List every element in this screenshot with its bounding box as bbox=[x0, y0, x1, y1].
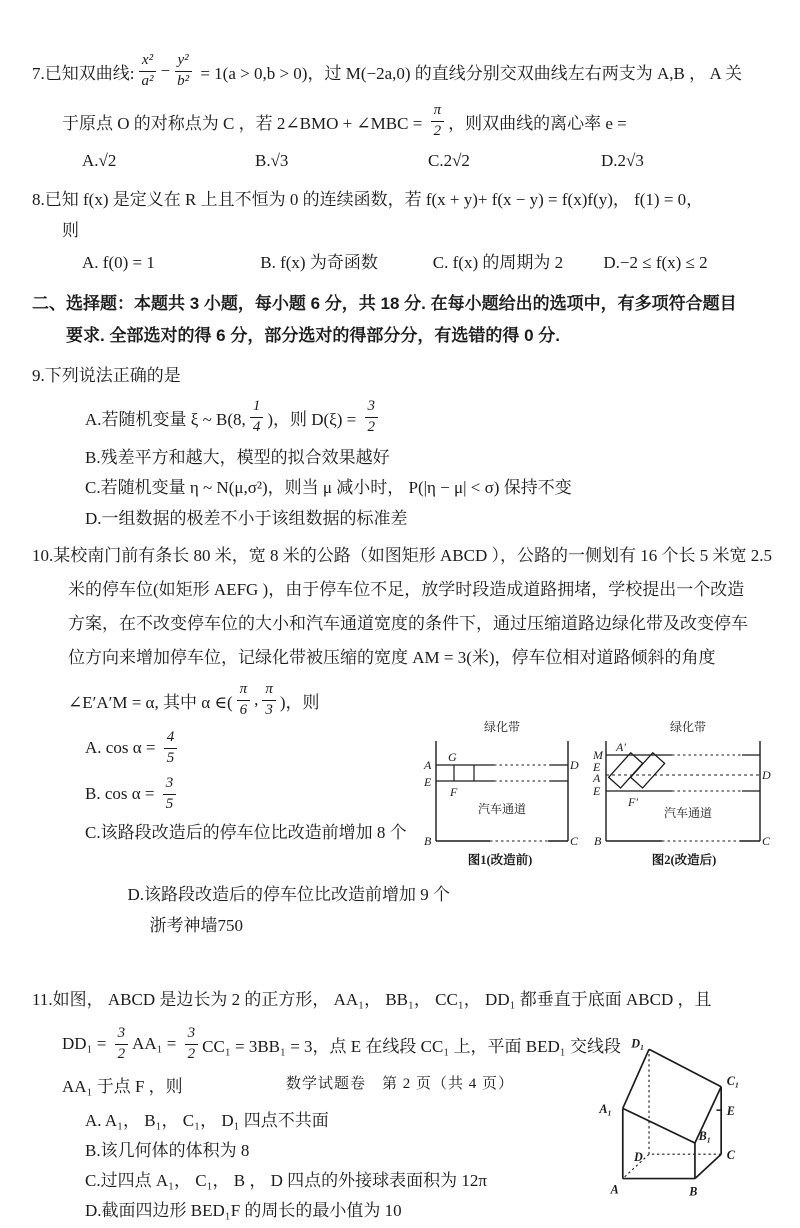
q11-option-c: C.过四点 A₁， C₁， B ， D 四点的外接球表面积为 12π bbox=[85, 1171, 488, 1190]
fig1-car-lane-label: 汽车通道 bbox=[477, 802, 527, 816]
fig2-label-A-prime: A′ bbox=[616, 740, 626, 754]
q9-option-b: B.残差平方和越大，模型的拟合效果越好 bbox=[85, 448, 390, 467]
fig1-label-D: D bbox=[570, 758, 579, 772]
q7-option-b: B.√3 bbox=[255, 151, 289, 170]
fig2-car-lane-label: 汽车通道 bbox=[663, 806, 713, 820]
q10-para2: 米的停车位(如矩形 AEFG )，由于停车位不足，放学时段造成道路拥堵，学校提出一个改造 bbox=[68, 580, 745, 599]
q11-line2 bbox=[32, 1018, 621, 1070]
q11-figure bbox=[590, 1028, 768, 1228]
fig2-label-B: B bbox=[594, 834, 602, 848]
q11-label-B1: B₁ bbox=[698, 1129, 712, 1144]
fig2-caption: 图2(改造后) bbox=[651, 853, 717, 867]
q10-line5-comma: , bbox=[254, 690, 259, 709]
fig2-label-C: C bbox=[762, 834, 771, 848]
section2-line1: 二、选择题：本题共 3 小题，每小题 6 分，共 18 分. 在每小题给出的选项中，有多项符合题目 bbox=[32, 294, 737, 313]
fig1-label-E: E bbox=[424, 775, 432, 789]
figure1-before-diagram bbox=[422, 717, 578, 869]
fig1-label-F: F bbox=[450, 785, 458, 799]
minus-sign: − bbox=[160, 61, 171, 80]
watermark-text: 浙考神墙750 bbox=[149, 916, 243, 935]
q11-line2-pre: DD₁ = bbox=[62, 1034, 111, 1053]
fig1-label-G: G bbox=[448, 750, 457, 764]
edge-BC bbox=[695, 1154, 721, 1178]
fig2-label-E-lower: E bbox=[593, 784, 601, 798]
q10-para4: 位方向来增加停车位，记绿化带被压缩的宽度 AM = 3(米)，停车位相对道路倾斜的角度 bbox=[68, 648, 716, 667]
fraction-pi6: $\frac{\pi}{6}$ bbox=[237, 681, 251, 719]
q7-line1-pre: 7.已知双曲线: bbox=[32, 63, 135, 83]
q11-label-C: C bbox=[726, 1147, 735, 1162]
q11-option-b: B.该几何体的体积为 8 bbox=[85, 1141, 250, 1160]
fig2-label-F-prime: F′ bbox=[628, 795, 638, 809]
q9-title: 9.下列说法正确的是 bbox=[32, 366, 181, 385]
q10-line5-pre: ∠E′A′M = α, 其中 α ∈( bbox=[68, 692, 233, 712]
q8-options bbox=[32, 248, 774, 278]
question-7 bbox=[32, 46, 774, 176]
q11-solid-diagram bbox=[590, 1028, 768, 1228]
section-2-header bbox=[32, 288, 774, 352]
q9-a-mid: )，则 D(ξ) = bbox=[267, 409, 361, 429]
fig2-green-belt-label: 绿化带 bbox=[669, 720, 707, 734]
q10-body bbox=[32, 720, 774, 972]
q11-option-a: A. A₁， B₁， C₁， D₁ 四点不共面 bbox=[85, 1111, 329, 1130]
q9-a-pre: A.若随机变量 ξ ~ B(8, bbox=[85, 409, 246, 429]
q7-option-c: C.2√2 bbox=[428, 151, 470, 170]
q10-d-text: D.该路段改造后的停车位比改造前增加 9 个 bbox=[127, 885, 451, 904]
edge-A1B1 bbox=[623, 1108, 695, 1143]
fig1-label-B: B bbox=[424, 834, 432, 848]
page-footer: 数学试题卷 第 2 页（共 4 页） bbox=[285, 1076, 514, 1092]
q7-options bbox=[32, 146, 774, 176]
question-11 bbox=[32, 982, 774, 1226]
q8-option-b: B. f(x) 为奇函数 bbox=[260, 253, 378, 272]
fig1-green-belt-label: 绿化带 bbox=[483, 720, 521, 734]
q7-line1 bbox=[32, 46, 774, 96]
fraction-x2a2: $\frac{\text{x²}}{\text{a²}}$ bbox=[138, 52, 156, 90]
fraction-pi3: $\frac{\pi}{3}$ bbox=[262, 681, 276, 719]
q8-line1: 8.已知 f(x) 是定义在 R 上且不恒为 0 的连续函数，若 f(x + y)+ f(x − y) = f(x)f(y)， f(1) = 0， bbox=[32, 190, 704, 209]
q11-label-B: B bbox=[689, 1184, 698, 1199]
fraction-3-2-a: $\frac{3}{2}$ bbox=[115, 1025, 129, 1063]
fig2-label-E-upper: E bbox=[593, 760, 601, 774]
q7-option-d: D.2√3 bbox=[601, 151, 644, 170]
q11-label-D: D bbox=[634, 1149, 643, 1164]
q7-line2-pre: 于原点 O 的对称点为 C ，若 2∠BMO + ∠MBC = bbox=[62, 113, 427, 133]
q9-option-c: C.若随机变量 η ~ N(μ,σ²)，则当 μ 减小时， P(|η − μ| < σ) 保持不变 bbox=[85, 478, 572, 497]
q8-line2: 则 bbox=[62, 221, 79, 240]
q11-line3: AA₁ 于点 F ，则 bbox=[62, 1077, 183, 1096]
q10-figures bbox=[422, 717, 774, 869]
q11-label-A: A bbox=[610, 1182, 619, 1197]
fig2-label-A: A bbox=[593, 771, 601, 785]
fraction-3-5: $\frac{3}{5}$ bbox=[163, 775, 177, 813]
q11-label-A1: A₁ bbox=[599, 1102, 612, 1117]
q7-option-a: A.√2 bbox=[82, 151, 117, 170]
question-8 bbox=[32, 184, 774, 278]
q8-option-d: D.−2 ≤ f(x) ≤ 2 bbox=[603, 253, 708, 272]
section2-line2: 要求. 全部选对的得 6 分，部分选对的得部分分，有选错的得 0 分. bbox=[66, 326, 560, 345]
fig2-label-M: M bbox=[593, 748, 603, 762]
q7-line1-post: = 1(a > 0,b > 0)，过 M(−2a,0) 的直线分别交双曲线左右两支为 A,B ， A 关 bbox=[196, 63, 743, 83]
q11-line2-post: CC₁ = 3BB₁ = 3，点 E 在线段 CC₁ 上，平面 BED₁ 交线段 bbox=[202, 1036, 621, 1056]
figure2-after-diagram bbox=[592, 717, 774, 869]
q8-option-a: A. f(0) = 1 bbox=[82, 253, 155, 272]
fig1-label-C: C bbox=[570, 834, 579, 848]
question-10 bbox=[32, 539, 774, 972]
q9-option-a bbox=[32, 391, 774, 443]
fraction-1-4: $\frac{1}{4}$ bbox=[250, 398, 264, 436]
q11-line1: 11.如图， ABCD 是边长为 2 的正方形， AA₁， BB₁， CC₁， DD₁ 都垂直于底面 ABCD ，且 bbox=[32, 990, 712, 1009]
q11-line2-mid: AA₁ = bbox=[132, 1034, 181, 1053]
q10-option-c: C.该路段改造后的停车位比改造前增加 8 个 bbox=[85, 823, 407, 842]
q11-label-C1: C₁ bbox=[726, 1073, 740, 1088]
q8-option-c: C. f(x) 的周期为 2 bbox=[432, 253, 564, 272]
fraction-3-2: $\frac{3}{2}$ bbox=[365, 398, 379, 436]
fig1-caption: 图1(改造前) bbox=[467, 853, 533, 867]
fraction-3-2-b: $\frac{3}{2}$ bbox=[185, 1025, 199, 1063]
question-9 bbox=[32, 360, 774, 533]
q10-a-pre: A. cos α = bbox=[85, 738, 160, 757]
q11-label-D1: D₁ bbox=[631, 1036, 645, 1051]
fraction-4-5: $\frac{4}{5}$ bbox=[164, 729, 178, 767]
fraction-pi2: $\frac{\pi}{2}$ bbox=[431, 102, 445, 140]
q7-line2-post: ，则双曲线的离心率 e = bbox=[448, 113, 627, 133]
q10-b-pre: B. cos α = bbox=[85, 784, 159, 803]
q10-line5-post: )，则 bbox=[279, 692, 320, 712]
fraction-y2b2: $\frac{\text{y²}}{\text{b²}}$ bbox=[174, 52, 192, 90]
q10-para3: 方案，在不改变停车位的大小和汽车通道宽度的条件下，通过压缩道路边绿化带及改变停车 bbox=[68, 614, 748, 633]
q11-option-d: D.截面四边形 BED₁F 的周长的最小值为 10 bbox=[85, 1201, 402, 1220]
q7-line2 bbox=[32, 96, 774, 146]
q10-para1: 10.某校南门前有条长 80 米，宽 8 米的公路（如图矩形 ABCD ），公路的一侧划有 16 个长 5 米宽 2.5 bbox=[32, 546, 772, 565]
q9-option-d: D.一组数据的极差不小于该组数据的标准差 bbox=[85, 509, 408, 528]
fig2-label-D: D bbox=[762, 768, 771, 782]
fig1-label-A: A bbox=[424, 758, 432, 772]
q11-label-E: E bbox=[726, 1103, 735, 1118]
